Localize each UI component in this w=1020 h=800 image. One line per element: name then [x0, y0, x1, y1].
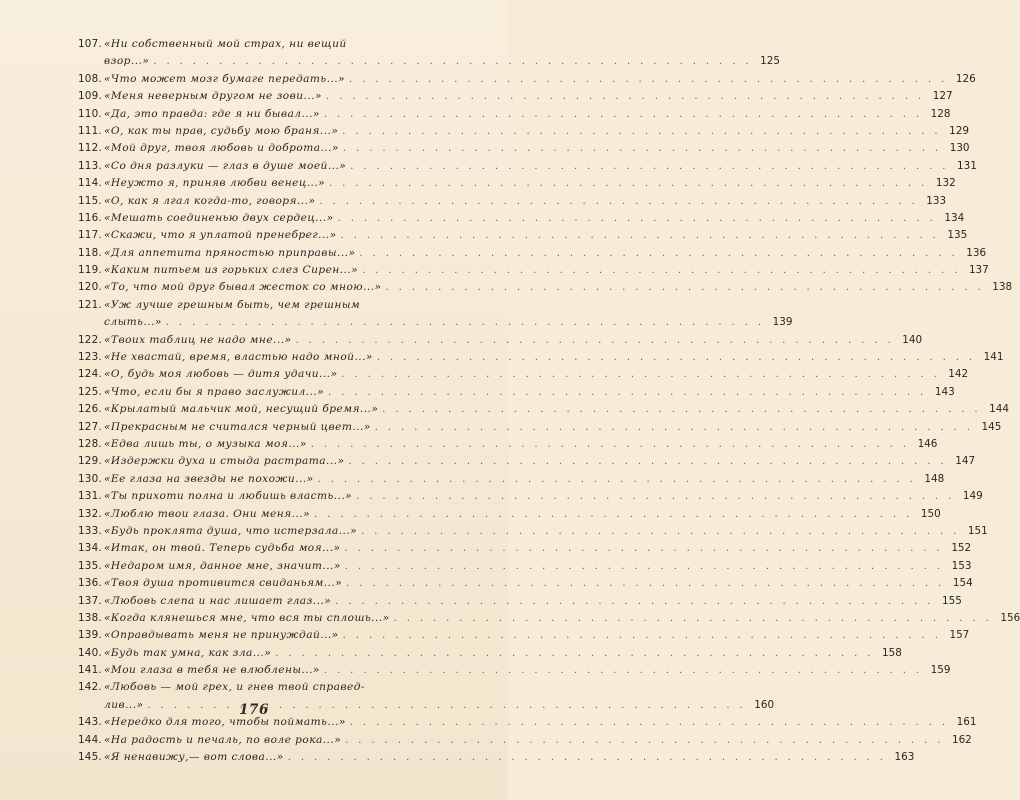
toc-entry: [78, 245, 987, 262]
toc-entry: [78, 106, 951, 123]
entry-title: «О, будь моя любовь — дитя удачи...»: [104, 368, 338, 381]
toc-entry: [78, 662, 951, 679]
toc-entry: [78, 366, 969, 383]
dot-leader: [375, 419, 974, 436]
dot-leader: [295, 332, 894, 349]
toc-entry: [78, 297, 468, 314]
entry-page-number: 149: [962, 490, 983, 503]
entry-page-number: 161: [956, 716, 977, 729]
entry-number: 136.: [78, 577, 102, 590]
entry-title: «Да, это правда: где я ни бывал...»: [104, 107, 320, 120]
entry-number: 116.: [78, 211, 102, 224]
toc-entry: [78, 506, 941, 523]
entry-number: 138.: [78, 611, 102, 624]
entry-title: «Будь проклята душа, что истерзала...»: [104, 524, 358, 537]
entry-number: 141.: [78, 664, 102, 677]
dot-leader: [377, 349, 976, 366]
entry-title: «Едва лишь ты, о музыка моя...»: [104, 437, 307, 450]
dot-leader: [153, 53, 752, 70]
entry-page-number: 135: [947, 229, 968, 242]
entry-number: 137.: [78, 594, 102, 607]
entry-page-number: 151: [967, 524, 988, 537]
entry-title: «Уж лучше грешным быть, чем грешным: [104, 298, 361, 311]
toc-entry: [78, 523, 988, 540]
toc-entry-continuation: [78, 314, 793, 331]
entry-number: 131.: [78, 490, 102, 503]
entry-page-number: 132: [935, 177, 956, 190]
dot-leader: [341, 227, 940, 244]
page-number: 176: [239, 702, 269, 718]
toc-entry: [78, 540, 972, 557]
entry-title: «Неужто я, приняв любви венец...»: [104, 177, 326, 190]
toc-entry: [78, 488, 983, 505]
entry-number: 119.: [78, 264, 102, 277]
dot-leader: [343, 140, 942, 157]
entry-page-number: 143: [934, 385, 955, 398]
toc-entry: [78, 140, 970, 157]
entry-title: «На радость и печаль, по воле рока...»: [104, 733, 342, 746]
entry-page-number: 156: [1000, 611, 1020, 624]
dot-leader: [343, 627, 942, 644]
entry-number: 133.: [78, 524, 102, 537]
entry-number: 124.: [78, 368, 102, 381]
dot-leader: [385, 279, 984, 296]
toc-entry: [78, 384, 955, 401]
entry-title: «Нередко для того, чтобы поймать...»: [104, 716, 346, 729]
dot-leader: [346, 575, 945, 592]
entry-title: «Люблю твои глаза. Они меня...»: [104, 507, 311, 520]
entry-title: «Для аппетита пряностью приправы...»: [104, 246, 356, 259]
dot-leader: [348, 453, 947, 470]
entry-number: 125.: [78, 385, 102, 398]
dot-leader: [345, 732, 944, 749]
entry-number: 110.: [78, 107, 102, 120]
toc-entry: [78, 610, 1020, 627]
toc-entry: [78, 732, 972, 749]
entry-number: 145.: [78, 751, 102, 764]
entry-title: «Итак, он твой. Теперь судьба моя...»: [104, 542, 341, 555]
entry-number: 129.: [78, 455, 102, 468]
toc-entry-continuation: [78, 53, 780, 70]
toc-entry: [78, 349, 1004, 366]
dot-leader: [349, 71, 948, 88]
toc-entry: [78, 36, 468, 53]
entry-number: 111.: [78, 124, 102, 137]
toc-entry: [78, 401, 1009, 418]
entry-title: «Мои глаза в тебя не влюблены...»: [104, 664, 320, 677]
dot-leader: [394, 610, 993, 627]
entry-title: «Что, если бы я право заслужил...»: [104, 385, 325, 398]
entry-page-number: 133: [926, 194, 947, 207]
entry-page-number: 157: [949, 629, 970, 642]
entry-number: 142.: [78, 681, 102, 694]
entry-title: «Твоих таблиц не надо мне...»: [104, 333, 292, 346]
entry-title: «Издержки духа и стыда растрата...»: [104, 455, 345, 468]
entry-title: «О, как я лгал когда-то, говоря...»: [104, 194, 316, 207]
entry-page-number: 136: [966, 246, 987, 259]
entry-number: 126.: [78, 403, 102, 416]
dot-leader: [329, 175, 928, 192]
toc-entry: [78, 575, 973, 592]
entry-number: 108.: [78, 72, 102, 85]
entry-title: «Будь так умна, как зла...»: [104, 646, 272, 659]
entry-page-number: 131: [957, 159, 977, 172]
entry-page-number: 130: [949, 142, 970, 155]
dot-leader: [362, 262, 961, 279]
toc-entry: [78, 332, 923, 349]
entry-page-number: 144: [989, 403, 1009, 416]
entry-number: 140.: [78, 646, 102, 659]
toc-entry: [78, 262, 989, 279]
entry-number: 134.: [78, 542, 102, 555]
entry-page-number: 150: [920, 507, 941, 520]
entry-title: «О, как ты прав, судьбу мою браня...»: [104, 124, 339, 137]
dot-leader: [318, 471, 917, 488]
entry-page-number: 134: [944, 211, 965, 224]
entry-title: «Что может мозг бумаге передать...»: [104, 72, 346, 85]
toc-entry: [78, 749, 915, 766]
dot-leader: [345, 558, 944, 575]
dot-leader: [350, 158, 949, 175]
entry-number: 118.: [78, 246, 102, 259]
entry-page-number: 154: [952, 577, 973, 590]
entry-number: 130.: [78, 472, 102, 485]
entry-number: 122.: [78, 333, 102, 346]
toc-entry: [78, 88, 953, 105]
entry-page-number: 162: [951, 733, 972, 746]
entry-page-number: 129: [949, 124, 969, 137]
entry-number: 109.: [78, 90, 102, 103]
dot-leader: [359, 245, 958, 262]
entry-page-number: 127: [932, 90, 953, 103]
toc-entry: [78, 279, 1013, 296]
entry-number: 117.: [78, 229, 102, 242]
entry-title: «Скажи, что я уплатой пренебрег...»: [104, 229, 337, 242]
toc-entry: [78, 436, 938, 453]
entry-page-number: 159: [930, 664, 951, 677]
entry-title: слыть...»: [104, 316, 162, 329]
toc-entry: [78, 627, 970, 644]
dot-leader: [341, 366, 940, 383]
dot-leader: [166, 314, 765, 331]
dot-leader: [342, 123, 941, 140]
entry-title: лив...»: [104, 698, 144, 711]
entry-title: «Каким питьем из горьких слез Сирен...»: [104, 264, 359, 277]
dot-leader: [382, 401, 981, 418]
entry-title: «Не хвастай, время, властью надо мной...»: [104, 351, 373, 364]
entry-title: «Со дня разлуки — глаз в душе моей...»: [104, 159, 347, 172]
dot-leader: [314, 506, 913, 523]
entry-title: «Прекрасным не считался черный цвет...»: [104, 420, 371, 433]
toc-entry: [78, 210, 965, 227]
entry-title: «Ее глаза на звезды не похожи...»: [104, 472, 314, 485]
entry-number: 127.: [78, 420, 102, 433]
dot-leader: [324, 662, 923, 679]
entry-number: 120.: [78, 281, 102, 294]
entry-number: 132.: [78, 507, 102, 520]
entry-number: 139.: [78, 629, 102, 642]
entry-number: 113.: [78, 159, 102, 172]
entry-page-number: 158: [882, 646, 902, 659]
dot-leader: [328, 384, 927, 401]
toc-entry: [78, 558, 972, 575]
entry-number: 112.: [78, 142, 102, 155]
toc-entry: [78, 453, 976, 470]
entry-title: «Ты прихоти полна и любишь власть...»: [104, 490, 353, 503]
entry-title: «Меня неверным другом не зови...»: [104, 90, 322, 103]
entry-number: 128.: [78, 437, 102, 450]
dot-leader: [335, 593, 934, 610]
entry-title: взор...»: [104, 55, 150, 68]
entry-number: 107.: [78, 38, 102, 50]
entry-title: «Я ненавижу,— вот слова...»: [104, 751, 284, 764]
entry-page-number: 163: [894, 751, 915, 764]
entry-title: «Оправдывать меня не принуждай...»: [104, 629, 339, 642]
table-of-contents: [78, 36, 1020, 766]
entry-title: «Недаром имя, данное мне, значит...»: [104, 559, 341, 572]
entry-page-number: 141: [983, 351, 1004, 364]
toc-entry: [78, 471, 945, 488]
toc-entry: [78, 71, 976, 88]
entry-number: 143.: [78, 716, 102, 729]
entry-number: 144.: [78, 733, 102, 746]
entry-page-number: 140: [902, 333, 923, 346]
entry-page-number: 152: [951, 542, 972, 555]
entry-page-number: 160: [754, 698, 775, 711]
toc-entry: [78, 123, 969, 140]
entry-page-number: 142: [948, 368, 969, 381]
entry-title: «То, что мой друг бывал жесток со мною...»: [104, 281, 382, 294]
dot-leader: [324, 106, 923, 123]
dot-leader: [288, 749, 887, 766]
dot-leader: [361, 523, 960, 540]
entry-number: 123.: [78, 351, 102, 364]
toc-entry: [78, 175, 956, 192]
entry-page-number: 146: [917, 437, 938, 450]
entry-number: 135.: [78, 559, 102, 572]
dot-leader: [338, 210, 937, 227]
entry-page-number: 139: [772, 316, 793, 329]
entry-number: 121.: [78, 298, 102, 311]
entry-title: «Любовь слепа и нас лишает глаз...»: [104, 594, 332, 607]
entry-number: 115.: [78, 194, 102, 207]
dot-leader: [319, 193, 918, 210]
entry-page-number: 155: [942, 594, 962, 607]
entry-page-number: 126: [955, 72, 976, 85]
entry-page-number: 148: [924, 472, 945, 485]
entry-title: «Крылатый мальчик мой, несущий бремя...»: [104, 403, 379, 416]
dot-leader: [344, 540, 943, 557]
entry-title: «Любовь — мой грех, и гнев твой справед-: [104, 681, 365, 694]
entry-page-number: 153: [951, 559, 972, 572]
entry-title: «Когда клянешься мне, что вся ты сплошь...»: [104, 611, 390, 624]
entry-title: «Ни собственный мой страх, ни вещий: [104, 38, 347, 50]
toc-entry: [78, 593, 962, 610]
toc-entry: [78, 419, 1002, 436]
entry-title: «Мешать соединенью двух сердец...»: [104, 211, 334, 224]
toc-entry: [78, 227, 968, 244]
toc-entry: [78, 158, 977, 175]
entry-page-number: 125: [760, 55, 780, 68]
dot-leader: [326, 88, 925, 105]
toc-entry: [78, 193, 947, 210]
entry-title: «Твоя душа противится свиданьям...»: [104, 577, 343, 590]
entry-page-number: 138: [992, 281, 1013, 294]
dot-leader: [275, 645, 874, 662]
entry-page-number: 145: [981, 420, 1002, 433]
entry-number: 114.: [78, 177, 102, 190]
entry-page-number: 128: [930, 107, 951, 120]
dot-leader: [356, 488, 955, 505]
entry-title: «Мой друг, твоя любовь и доброта...»: [104, 142, 339, 155]
toc-entry: [78, 679, 468, 696]
entry-page-number: 137: [968, 264, 989, 277]
entry-page-number: 147: [955, 455, 976, 468]
toc-entry: [78, 645, 902, 662]
dot-leader: [311, 436, 910, 453]
